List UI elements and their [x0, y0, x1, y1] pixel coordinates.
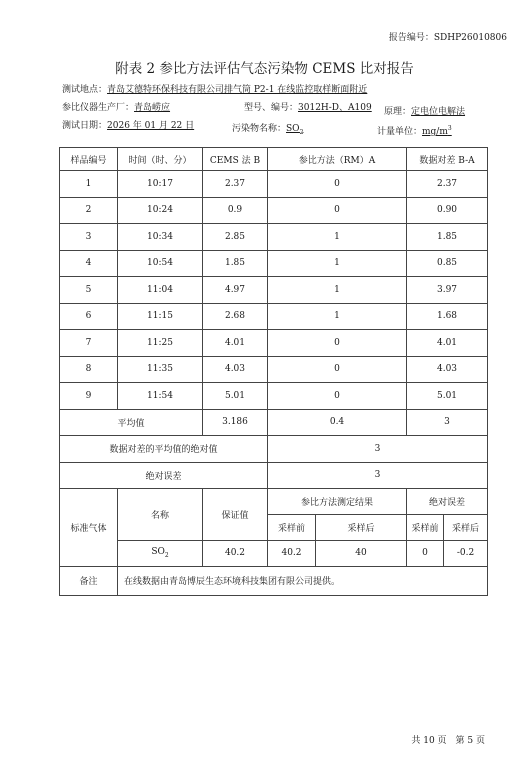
header-cell: 参比方法（RM）A — [268, 148, 407, 171]
gas-name: $SO_2$ — [118, 540, 203, 566]
err-after-value: -0.2 — [444, 540, 488, 566]
diff-value-cell: 5.01 — [407, 383, 488, 410]
ref-result-header: 参比方法测定结果 — [268, 488, 407, 514]
sample-no-cell: 6 — [60, 303, 118, 330]
pollutant-field — [232, 121, 303, 136]
header-cell: 样品编号 — [60, 148, 118, 171]
abs-error-label: 绝对误差 — [60, 462, 268, 488]
ref-after-header: 采样后 — [316, 514, 407, 540]
abs-mean-row — [60, 435, 488, 462]
ref-after-value: 40 — [316, 540, 407, 566]
diff-value-cell: 0.85 — [407, 250, 488, 277]
table-header-row — [60, 148, 488, 171]
model-field — [244, 100, 372, 113]
principle-field — [384, 104, 465, 117]
table-row — [60, 356, 488, 383]
principle-label: 原理： — [384, 107, 412, 117]
ref-before-header: 采样前 — [268, 514, 316, 540]
diff-value-cell: 2.37 — [407, 171, 488, 198]
rm-value-cell: 0 — [268, 383, 407, 410]
header-cell: 数据对差 B-A — [407, 148, 488, 171]
std-gas-label: 标准气体 — [60, 488, 118, 566]
guarantee-value: 40.2 — [203, 540, 268, 566]
page-footer: 共 10 页 第 5 页 — [411, 736, 485, 746]
table-row — [60, 277, 488, 304]
diff-value-cell: 3.97 — [407, 277, 488, 304]
date-label: 测试日期： — [62, 121, 108, 131]
time-cell: 11:54 — [118, 383, 203, 410]
rm-value-cell: 0 — [268, 356, 407, 383]
cems-value-cell: 4.01 — [203, 330, 268, 357]
model-value: 3012H-D、A109 — [298, 103, 372, 113]
err-before-header: 采样前 — [407, 514, 444, 540]
diff-value-cell: 4.03 — [407, 356, 488, 383]
err-before-value: 0 — [407, 540, 444, 566]
principle-value: 定电位电解法 — [411, 107, 466, 117]
cems-value-cell: 2.37 — [203, 171, 268, 198]
maker-value: 青岛崂应 — [134, 103, 171, 113]
table-row — [60, 303, 488, 330]
average-diff: 3 — [407, 409, 488, 435]
sample-no-cell: 7 — [60, 330, 118, 357]
gas-name-header: 名称 — [118, 488, 203, 540]
time-cell: 10:17 — [118, 171, 203, 198]
abs-err-header: 绝对误差 — [407, 488, 488, 514]
average-b: 3.186 — [203, 409, 268, 435]
table-row — [60, 197, 488, 224]
rm-value-cell: 1 — [268, 277, 407, 304]
sample-no-cell: 1 — [60, 171, 118, 198]
sample-no-cell: 9 — [60, 383, 118, 410]
sample-no-cell: 3 — [60, 224, 118, 251]
abs-error-row — [60, 462, 488, 488]
rm-value-cell: 0 — [268, 330, 407, 357]
unit-field — [377, 124, 452, 137]
average-label: 平均值 — [60, 409, 203, 435]
date-value: 2026 年 01 月 22 日 — [107, 121, 195, 131]
pollutant-label: 污染物名称： — [232, 124, 287, 134]
table-row — [60, 330, 488, 357]
time-cell: 11:25 — [118, 330, 203, 357]
average-row — [60, 409, 488, 435]
page-title: 附表 2 参比方法评估气态污染物 CEMS 比对报告 — [115, 61, 414, 77]
abs-mean-label: 数据对差的平均值的绝对值 — [60, 435, 268, 462]
diff-value-cell: 1.85 — [407, 224, 488, 251]
cems-value-cell: 0.9 — [203, 197, 268, 224]
remark-row — [60, 566, 488, 595]
rm-value-cell: 1 — [268, 250, 407, 277]
time-cell: 11:04 — [118, 277, 203, 304]
unit-label: 计量单位： — [377, 127, 423, 137]
rm-value-cell: 1 — [268, 303, 407, 330]
cems-value-cell: 2.68 — [203, 303, 268, 330]
sample-no-cell: 8 — [60, 356, 118, 383]
site-value: 青岛艾德特环保科技有限公司排气筒 P2-1 在线监控取样断面附近 — [107, 85, 368, 95]
remark-label: 备注 — [60, 566, 118, 595]
unit-value: $mg/m^3$ — [422, 125, 452, 137]
std-gas-value-row — [60, 540, 488, 566]
table-row — [60, 383, 488, 410]
table-row — [60, 224, 488, 251]
model-label: 型号、编号： — [244, 103, 299, 113]
table-row — [60, 171, 488, 198]
abs-error-value: 3 — [268, 462, 488, 488]
rm-value-cell: 1 — [268, 224, 407, 251]
sample-no-cell: 4 — [60, 250, 118, 277]
site-line — [62, 82, 367, 95]
pollutant-value: $SO_2$ — [286, 124, 304, 136]
maker-label: 参比仪器生产厂： — [62, 103, 135, 113]
guarantee-header: 保证值 — [203, 488, 268, 540]
diff-value-cell: 4.01 — [407, 330, 488, 357]
header-cell: CEMS 法 B — [203, 148, 268, 171]
header-cell: 时间（时、分） — [118, 148, 203, 171]
cems-value-cell: 4.97 — [203, 277, 268, 304]
time-cell: 10:34 — [118, 224, 203, 251]
report-number: 报告编号：SDHP26010806 — [388, 33, 507, 43]
average-a: 0.4 — [268, 409, 407, 435]
cems-value-cell: 1.85 — [203, 250, 268, 277]
cems-value-cell: 5.01 — [203, 383, 268, 410]
abs-mean-value: 3 — [268, 435, 488, 462]
rm-value-cell: 0 — [268, 171, 407, 198]
sample-no-cell: 2 — [60, 197, 118, 224]
comparison-table — [59, 147, 488, 596]
date-field — [62, 118, 194, 131]
time-cell: 10:24 — [118, 197, 203, 224]
table-row — [60, 250, 488, 277]
err-after-header: 采样后 — [444, 514, 488, 540]
std-gas-header-row — [60, 488, 488, 514]
ref-before-value: 40.2 — [268, 540, 316, 566]
site-label: 测试地点： — [62, 85, 108, 95]
diff-value-cell: 0.90 — [407, 197, 488, 224]
time-cell: 10:54 — [118, 250, 203, 277]
sample-no-cell: 5 — [60, 277, 118, 304]
rm-value-cell: 0 — [268, 197, 407, 224]
remark-text: 在线数据由青岛博辰生态环境科技集团有限公司提供。 — [118, 566, 488, 595]
cems-value-cell: 4.03 — [203, 356, 268, 383]
time-cell: 11:15 — [118, 303, 203, 330]
diff-value-cell: 1.68 — [407, 303, 488, 330]
maker-field — [62, 100, 170, 113]
cems-value-cell: 2.85 — [203, 224, 268, 251]
time-cell: 11:35 — [118, 356, 203, 383]
